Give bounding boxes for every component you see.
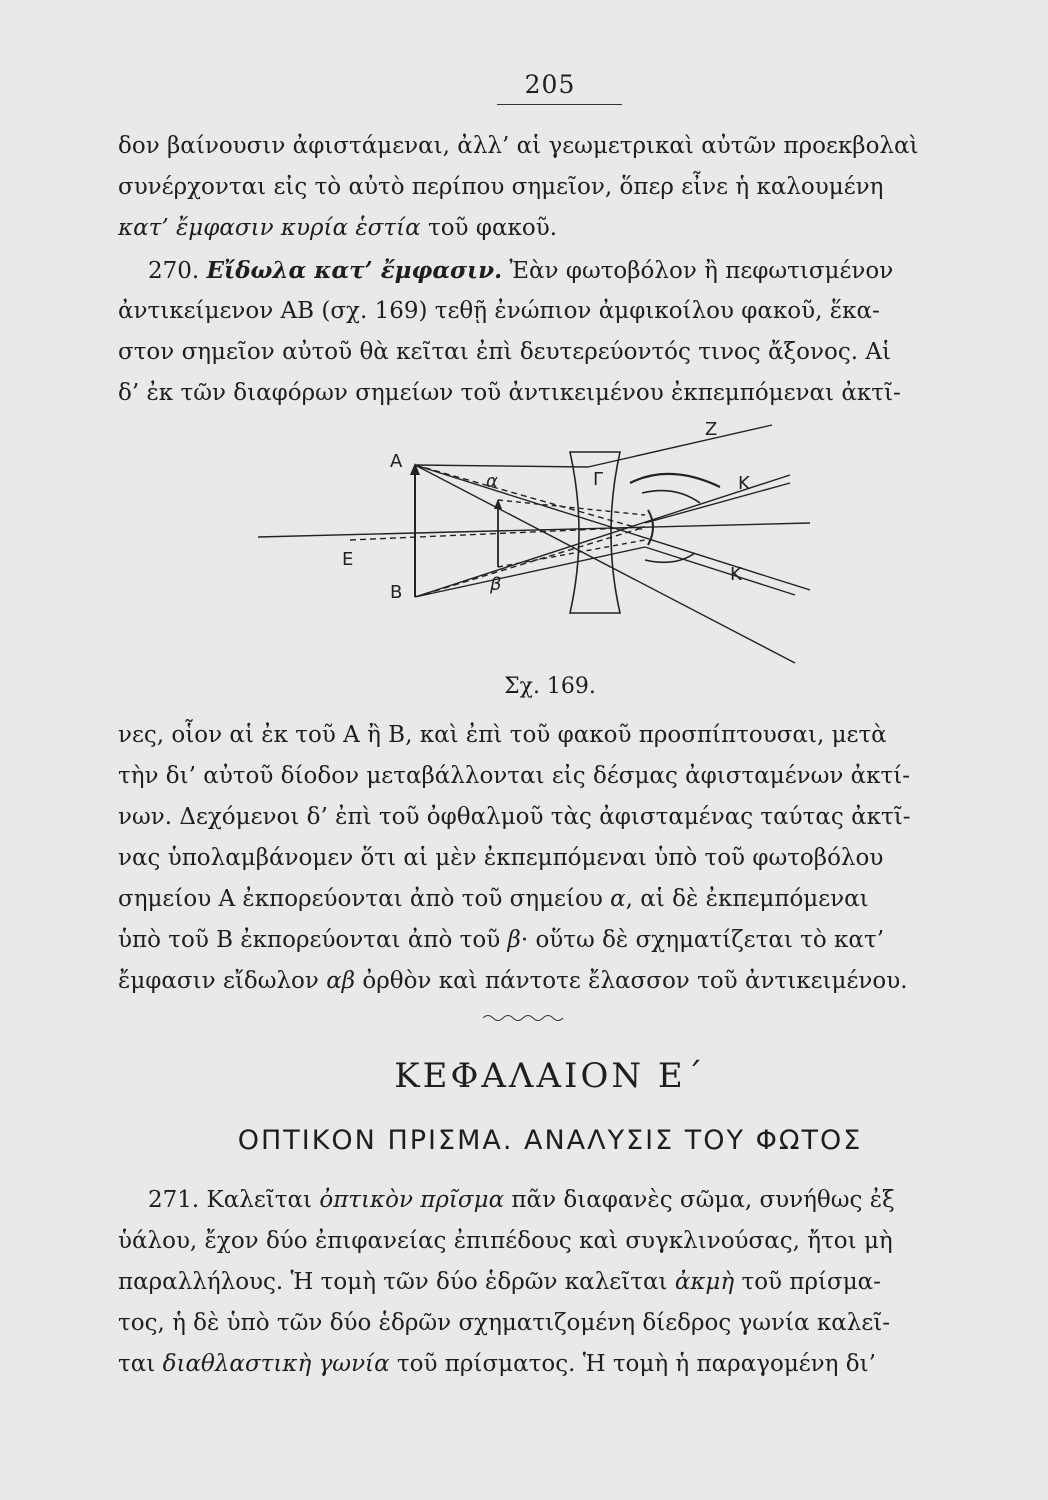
ray-b-center	[415, 547, 645, 597]
emphasis: β	[507, 927, 521, 953]
text-line: νες, οἷον αἱ ἐκ τοῦ Α ἢ Β, καὶ ἐπὶ τοῦ φακοῦ προσπίπτουσαι, μετὰ	[118, 722, 887, 748]
text-line	[118, 1180, 958, 1221]
text-line	[118, 250, 958, 291]
text-line: τὴν δι’ αὐτοῦ δίοδον μεταβάλλονται εἰς δέσμας ἀφισταμένων ἀκτί-	[118, 763, 911, 789]
text-line	[118, 961, 958, 1002]
page-number: 205	[524, 70, 576, 99]
text: ὀρθὸν καὶ πάντοτε ἔλασσον τοῦ ἀντικειμένου.	[355, 968, 908, 994]
label-z: Z	[705, 419, 718, 440]
label-beta: β	[490, 574, 502, 595]
label-k-lower: Κ	[730, 564, 742, 585]
text-line	[118, 208, 958, 249]
text: πᾶν διαφανὲς σῶμα, συνήθως ἐξ	[504, 1187, 895, 1213]
text: τοῦ φακοῦ.	[420, 215, 557, 241]
ray-a-parallel	[415, 465, 588, 467]
principal-axis	[258, 523, 810, 537]
figure-169-diagram	[250, 415, 810, 675]
paragraph-271	[118, 1180, 958, 1385]
dashed-line	[415, 465, 645, 530]
text: ὑπὸ τοῦ Β ἐκπορεύονται ἀπὸ τοῦ	[118, 927, 508, 953]
text-line: δον βαίνουσιν ἀφιστάμεναι, ἀλλ’ αἱ γεωμετρικαὶ αὐτῶν προεκβολαὶ	[118, 133, 919, 159]
text-line	[118, 879, 958, 920]
emphasis: ὀπτικὸν πρῖσμα	[319, 1187, 505, 1213]
text: Καλεῖται	[206, 1187, 320, 1213]
label-alpha: α	[486, 471, 498, 492]
text-line	[118, 1262, 958, 1303]
text-line: τος, ἡ δὲ ὑπὸ τῶν δύο ἑδρῶν σχηματιζομένη δίεδρος γωνία καλεῖ-	[118, 1310, 891, 1336]
eyebrow	[630, 474, 720, 487]
ray-to-z	[588, 425, 772, 467]
text: σημείου Α ἐκπορεύονται ἀπὸ τοῦ σημείου	[118, 886, 611, 912]
text: Ἐὰν φωτοβόλον ἢ πεφωτισμένον	[502, 258, 894, 284]
section-number: 271.	[148, 1187, 207, 1213]
eye-lid	[642, 491, 700, 503]
text-line	[118, 920, 958, 961]
section-heading: ΟΠΤΙΚΟΝ ΠΡΙΣΜΑ. ΑΝΑΛΥΣΙΣ ΤΟΥ ΦΩΤΟΣ	[237, 1125, 863, 1156]
ray-k-upper	[645, 483, 790, 523]
header-rule	[497, 104, 622, 105]
emphasis: διαθλαστικὴ γωνία	[162, 1351, 390, 1377]
text: τοῦ πρίσματος. Ἡ τομὴ ἡ παραγομένη δι’	[389, 1351, 876, 1377]
paragraph-3	[118, 715, 958, 1002]
emphasis: α	[610, 886, 626, 912]
text-line: νας ὑπολαμβάνομεν ὅτι αἱ μὲν ἐκπεμπόμεναι ὑπὸ τοῦ φωτοβόλου	[118, 845, 884, 871]
emphasis: αβ	[326, 968, 356, 994]
chapter-title: ΚΕΦΑΛΑΙΟΝ Ε΄	[394, 1056, 706, 1096]
text: ἔμφασιν εἴδωλον	[118, 968, 327, 994]
label-gamma: Γ	[593, 469, 604, 490]
text-line: συνέρχονται εἰς τὸ αὐτὸ περίπου σημεῖον, ὅπερ εἶνε ἡ καλουμένη	[118, 174, 884, 200]
emphasis: κατ’ ἔμφασιν κυρία ἑστία	[118, 215, 421, 241]
text-line: ὑάλου, ἔχον δύο ἐπιφανείας ἐπιπέδους καὶ συγκλινούσας, ἤτοι μὴ	[118, 1228, 893, 1254]
text-line	[118, 1344, 958, 1385]
text-line: ἀντικείμενον ΑΒ (σχ. 169) τεθῇ ἐνώπιον ἀμφικοίλου φακοῦ, ἕκα-	[118, 298, 880, 324]
dashed-line	[498, 500, 645, 515]
label-b-point: Β	[390, 582, 403, 603]
emphasis: ἀκμὴ	[674, 1269, 735, 1295]
paragraph-1	[118, 126, 958, 249]
squiggle-divider	[483, 1013, 563, 1023]
text: · οὕτω δὲ σχηματίζεται τὸ κατ’	[520, 927, 884, 953]
text-line: νων. Δεχόμενοι δ’ ἐπὶ τοῦ ὀφθαλμοῦ τὰς ἀφισταμένας ταύτας ἀκτῖ-	[118, 804, 911, 830]
text: , αἱ δὲ ἐκπεμπόμεναι	[625, 886, 869, 912]
text: παραλλήλους. Ἡ τομὴ τῶν δύο ἑδρῶν καλεῖται	[118, 1269, 675, 1295]
text-line: δ’ ἐκ τῶν διαφόρων σημείων τοῦ ἀντικειμένου ἐκπεμπόμεναι ἀκτῖ-	[118, 380, 901, 406]
section-title: Εἴδωλα κατ’ ἔμφασιν.	[206, 257, 503, 284]
label-e: Ε	[342, 549, 354, 570]
label-k-upper: Κ	[738, 473, 750, 494]
ray-k-lower	[645, 547, 795, 595]
label-a-point: Α	[390, 451, 403, 472]
text: τοῦ πρίσμα-	[734, 1269, 881, 1295]
paragraph-270	[118, 250, 958, 414]
figure-caption: Σχ. 169.	[504, 674, 596, 699]
section-number: 270.	[148, 258, 207, 284]
text-line: στον σημεῖον αὐτοῦ θὰ κεῖται ἐπὶ δευτερεύοντός τινος ἄξονος. Αἱ	[118, 339, 891, 365]
text: ται	[118, 1351, 163, 1377]
